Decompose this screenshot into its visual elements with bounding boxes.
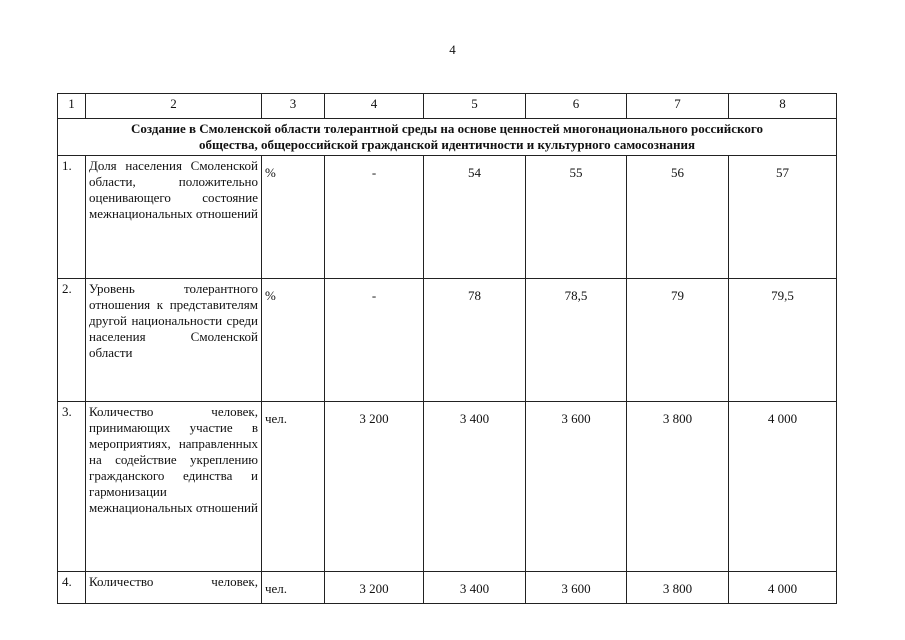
section-title	[58, 119, 837, 156]
header-cell: 7	[627, 94, 729, 119]
value-cell: 3 200	[325, 572, 424, 604]
indicator-name: Количество человек, принимающих участие в мероприятиях, направленных на содействие укреплению гражданского единства и гармонизации межнациональных отношений	[86, 402, 262, 572]
value-cell: 79,5	[729, 279, 837, 402]
unit-cell: %	[262, 279, 325, 402]
value-cell: 3 400	[424, 572, 526, 604]
section-title-line2: общества, общероссийской гражданской идентичности и культурного самосознания	[198, 137, 696, 152]
value-cell: 4 000	[729, 572, 837, 604]
value-cell: 78	[424, 279, 526, 402]
indicators-table	[57, 93, 837, 604]
header-cell: 6	[526, 94, 627, 119]
header-cell: 5	[424, 94, 526, 119]
value-cell: -	[325, 156, 424, 279]
value-cell: -	[325, 279, 424, 402]
value-cell: 57	[729, 156, 837, 279]
value-cell: 3 800	[627, 402, 729, 572]
value-cell: 78,5	[526, 279, 627, 402]
value-cell: 3 800	[627, 572, 729, 604]
value-cell: 3 600	[526, 572, 627, 604]
value-cell: 3 400	[424, 402, 526, 572]
table-row	[58, 156, 837, 279]
value-cell: 55	[526, 156, 627, 279]
row-number: 4.	[58, 572, 86, 604]
unit-cell: чел.	[262, 402, 325, 572]
indicator-name: Количество человек,	[86, 572, 262, 604]
table-row	[58, 402, 837, 572]
row-number: 1.	[58, 156, 86, 279]
header-cell: 4	[325, 94, 424, 119]
row-number: 3.	[58, 402, 86, 572]
value-cell: 79	[627, 279, 729, 402]
section-title-line1: Создание в Смоленской области толерантной среды на основе ценностей многонационального российского	[131, 121, 763, 136]
value-cell: 3 600	[526, 402, 627, 572]
indicator-name: Доля населения Смоленской области, положительно оценивающего состояние межнациональных отношений	[86, 156, 262, 279]
unit-cell: чел.	[262, 572, 325, 604]
header-cell: 1	[58, 94, 86, 119]
header-cell: 8	[729, 94, 837, 119]
header-cell: 3	[262, 94, 325, 119]
page-number: 4	[449, 42, 456, 57]
section-row	[58, 119, 837, 156]
value-cell: 4 000	[729, 402, 837, 572]
row-number: 2.	[58, 279, 86, 402]
value-cell: 54	[424, 156, 526, 279]
table-row	[58, 279, 837, 402]
unit-cell: %	[262, 156, 325, 279]
header-cell: 2	[86, 94, 262, 119]
table-row	[58, 572, 837, 604]
value-cell: 3 200	[325, 402, 424, 572]
indicator-name: Уровень толерантного отношения к представителям другой национальности среди населения Смоленской области	[86, 279, 262, 402]
header-row	[58, 94, 837, 119]
value-cell: 56	[627, 156, 729, 279]
